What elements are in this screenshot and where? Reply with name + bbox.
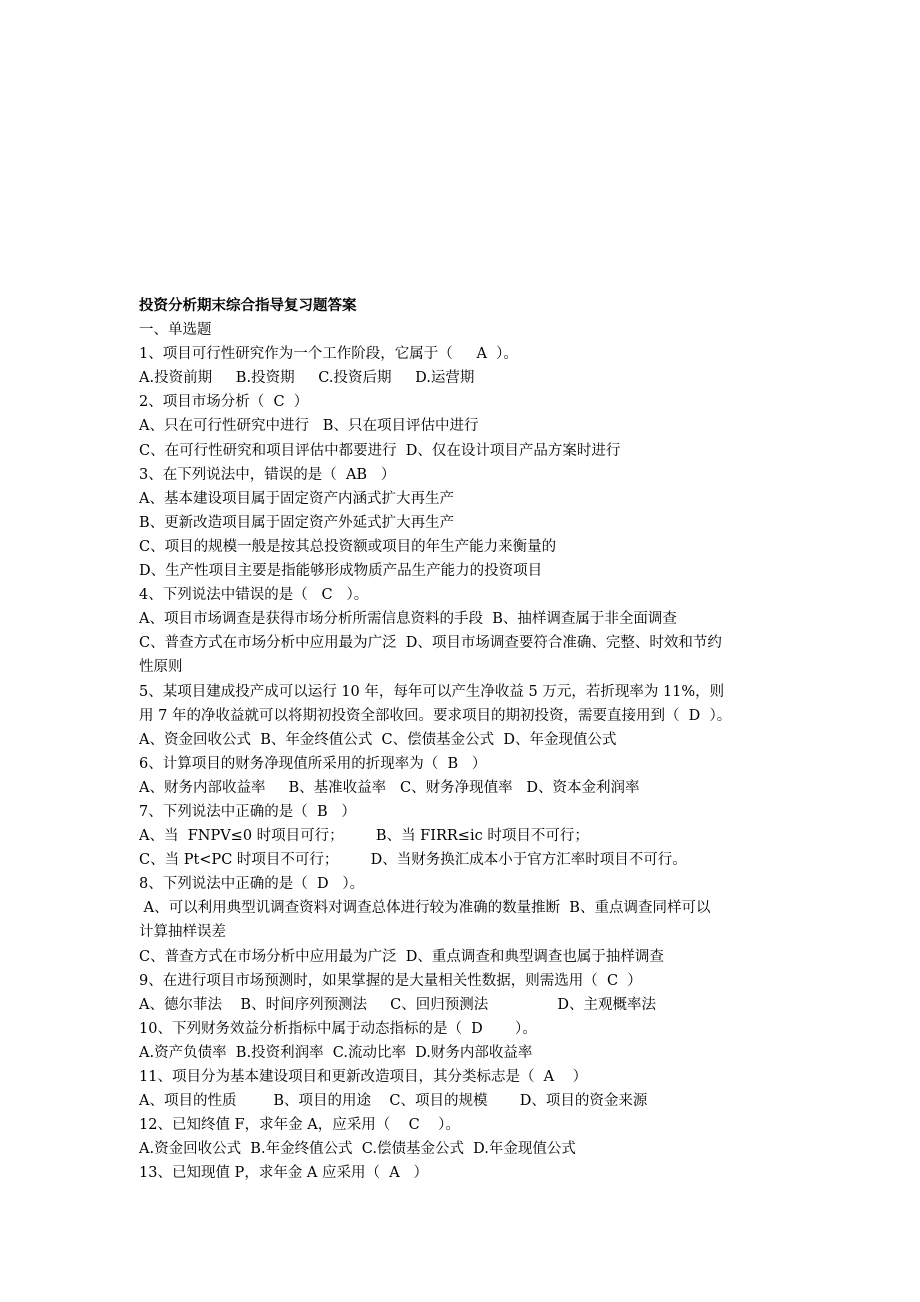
question-2-options-a: A、只在可行性研究中进行 B、只在项目评估中进行 [139, 418, 479, 435]
question-3-option-c: C、项目的规模一般是按其总投资额或项目的年生产能力来衡量的 [139, 538, 557, 555]
question-3-option-a: A、基本建设项目属于固定资产内涵式扩大再生产 [139, 490, 454, 507]
question-9-options: A、德尔菲法 B、时间序列预测法 C、回归预测法 D、主观概率法 [139, 996, 656, 1013]
question-8-options-a: A、可以利用典型讥调查资料对调查总体进行较为准确的数量推断 B、重点调查同样可以 [139, 900, 711, 917]
question-5-cont: 用 7 年的净收益就可以将期初投资全部收回。要求项目的期初投资，需要直接用到（ D ）。 [139, 707, 732, 724]
question-1: 1、项目可行性研究作为一个工作阶段，它属于（ A ）。 [139, 346, 518, 363]
document-body [139, 294, 789, 1185]
question-10-options: A.资产负债率 B.投资利润率 C.流动比率 D.财务内部收益率 [139, 1044, 533, 1061]
question-11-options: A、项目的性质 B、项目的用途 C、项目的规模 D、项目的资金来源 [139, 1093, 648, 1110]
question-3-option-b: B、更新改造项目属于固定资产外延式扩大再生产 [139, 514, 455, 531]
question-11: 11、项目分为基本建设项目和更新改造项目，其分类标志是（ A ） [139, 1069, 588, 1085]
question-2: 2、项目市场分析（ C ） [139, 394, 309, 411]
question-12-options: A.资金回收公式 B.年金终值公式 C.偿债基金公式 D.年金现值公式 [139, 1141, 576, 1158]
document-title: 投资分析期末综合指导复习题答案 [139, 297, 357, 314]
question-4-options-cont: 性原则 [139, 659, 183, 676]
question-7-options-a: A、当 FNPV≤0 时项目可行； B、当 FIRR≤ic 时项目不可行； [139, 828, 589, 845]
question-8-options-cont: 计算抽样误差 [139, 924, 226, 941]
question-10: 10、下列财务效益分析指标中属于动态指标的是（ D ）。 [139, 1020, 537, 1037]
question-4: 4、下列说法中错误的是（ C ）。 [139, 587, 369, 604]
question-13: 13、已知现值 P，求年金 A 应采用（ A ） [139, 1165, 429, 1182]
question-3-option-d: D、生产性项目主要是指能够形成物质产品生产能力的投资项目 [139, 563, 543, 580]
question-6-options: A、财务内部收益率 B、基准收益率 C、财务净现值率 D、资本金利润率 [139, 779, 640, 796]
question-6: 6、计算项目的财务净现值所采用的折现率为（ B ） [139, 755, 487, 772]
question-8-options-b: C、普查方式在市场分析中应用最为广泛 D、重点调查和典型调查也属于抽样调查 [139, 948, 664, 965]
question-4-options-a: A、项目市场调查是获得市场分析所需信息资料的手段 B、抽样调查属于非全面调查 [139, 611, 677, 628]
question-5: 5、某项目建成投产成可以运行 10 年，每年可以产生净收益 5 万元，若折现率为 11%，则 [139, 683, 725, 700]
section-heading: 一、单选题 [139, 322, 212, 339]
question-7-options-b: C、当 Pt<PC 时项目不可行； D、当财务换汇成本小于官方汇率时项目不可行。 [139, 852, 687, 869]
question-1-options: A.投资前期 B.投资期 C.投资后期 D.运营期 [139, 370, 475, 387]
question-2-options-b: C、在可行性研究和项目评估中都要进行 D、仅在设计项目产品方案时进行 [139, 442, 621, 459]
question-9: 9、在进行项目市场预测时，如果掌握的是大量相关性数据，则需选用（ C ） [139, 972, 642, 989]
question-12: 12、已知终值 F，求年金 A，应采用（ C ）。 [139, 1117, 460, 1134]
question-7: 7、下列说法中正确的是（ B ） [139, 803, 356, 820]
question-4-options-b: C、普查方式在市场分析中应用最为广泛 D、项目市场调查要符合准确、完整、时效和节约 [139, 635, 722, 652]
question-3: 3、在下列说法中，错误的是（ AB ） [139, 466, 396, 483]
question-5-options: A、资金回收公式 B、年金终值公式 C、偿债基金公式 D、年金现值公式 [139, 731, 617, 748]
question-8: 8、下列说法中正确的是（ D ）。 [139, 876, 365, 893]
